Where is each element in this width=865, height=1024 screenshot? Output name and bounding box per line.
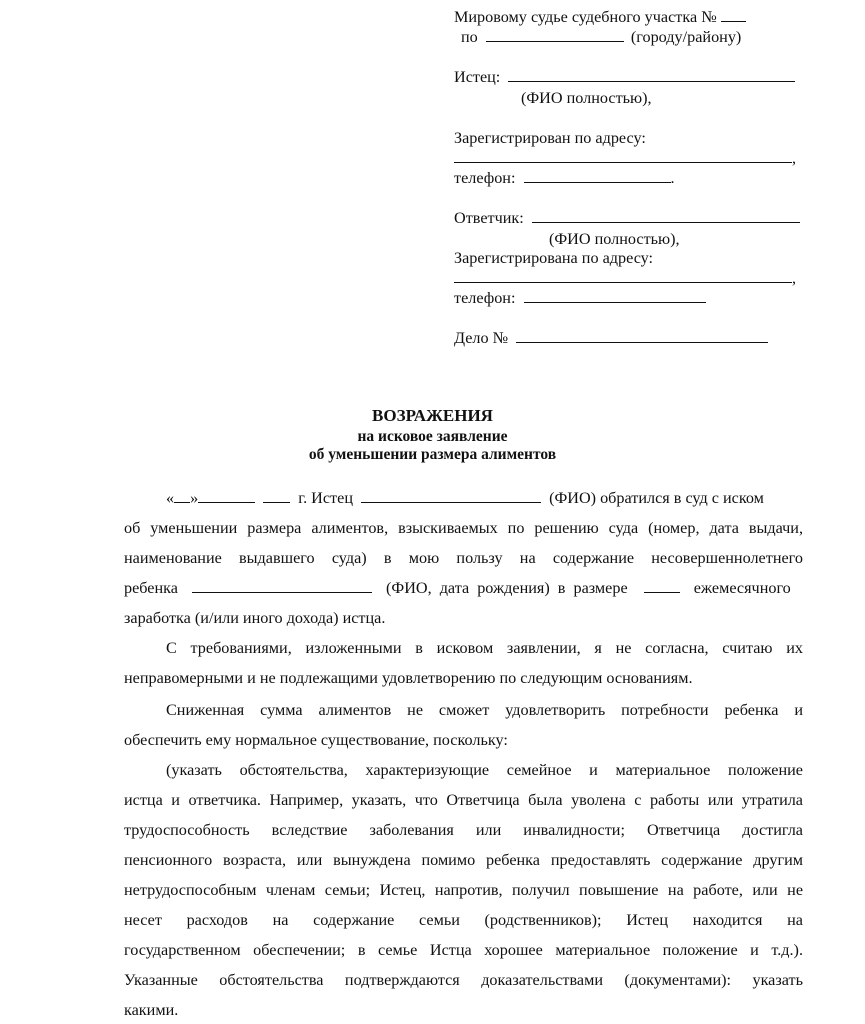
court-number-blank	[721, 7, 746, 22]
defendant-reg-label: Зарегистрирована по адресу:	[454, 249, 654, 267]
defendant-address-line	[454, 268, 796, 288]
defendant-address-blank	[454, 268, 792, 283]
case-number-blank	[516, 328, 768, 343]
p2-line-1: С требованиями, изложенными в исковом заявлении, я не согласна, считаю их	[166, 639, 803, 657]
plaintiff-phone-blank	[524, 168, 671, 183]
defendant-label: Ответчик:	[454, 209, 524, 227]
plaintiff-address-line	[454, 148, 796, 168]
court-district-prefix: по	[461, 28, 478, 46]
defendant-name-blank	[532, 208, 800, 223]
date-day-blank	[174, 488, 190, 503]
p4-line-3: трудоспособность вследствие заболевания или инвалидности; Ответчица достигла	[124, 821, 803, 839]
share-blank	[644, 578, 680, 593]
date-month-blank	[198, 488, 255, 503]
defendant-phone-blank	[524, 288, 706, 303]
p1-line-5: заработка (и/или иного дохода) истца.	[124, 609, 386, 627]
p4-line-4: пенсионного возраста, или вынуждена помимо ребенка предоставлять содержание другим	[124, 851, 803, 869]
document-subtitle-1: на исковое заявление	[357, 428, 508, 445]
p4-line-2: истца и ответчика. Например, указать, что Ответчица была уволена с работы или утратила	[124, 791, 803, 809]
p4-line-8: Указанные обстоятельства подтверждаются доказательствами (документами): указать	[124, 971, 803, 989]
case-number-line	[454, 328, 768, 348]
plaintiff-text: г. Истец	[298, 489, 353, 507]
quote-close: »	[190, 489, 199, 507]
child-text: ребенка	[124, 579, 178, 597]
p3-line-1: Сниженная сумма алиментов не сможет удовлетворить потребности ребенка и	[166, 701, 803, 719]
p1-line-3: наименование выдавшего суда) в мою пользу на содержание несовершеннолетнего	[124, 549, 803, 567]
quote-open: «	[166, 489, 175, 507]
claim-text: (ФИО) обратился в суд с иском	[549, 489, 764, 507]
p1-line-2: об уменьшении размера алиментов, взыскиваемых по решению суда (номер, дата выдачи,	[124, 519, 803, 537]
court-label: Мировому судье судебного участка №	[454, 8, 717, 26]
p1-line-1	[166, 488, 803, 508]
document-title: ВОЗРАЖЕНИЯ	[372, 406, 493, 425]
plaintiff-address-blank	[454, 148, 792, 163]
case-label: Дело №	[454, 329, 509, 347]
plaintiff-hint: (ФИО полностью),	[521, 89, 652, 107]
comma: ,	[792, 269, 797, 287]
plaintiff-fio-blank	[361, 488, 541, 503]
plaintiff-reg-label: Зарегистрирован по адресу:	[454, 129, 646, 147]
p4-line-6: несет расходов на содержание семьи (родственников); Истец находится на	[124, 911, 803, 929]
p2-line-2: неправомерными и не подлежащими удовлетворению по следующим основаниям.	[124, 669, 693, 687]
p4-line-1: (указать обстоятельства, характеризующие семейное и материальное положение	[166, 761, 803, 779]
period: .	[670, 169, 675, 187]
plaintiff-name-blank	[508, 67, 795, 82]
comma: ,	[792, 149, 797, 167]
date-year-blank	[263, 488, 290, 503]
p4-line-7: государственном обеспечении; в семье Истца хорошее материальное положение и т.д.).	[124, 941, 803, 959]
p4-line-5: нетрудоспособным членам семьи; Истец, напротив, получил повышение на работе, или не	[124, 881, 803, 899]
child-details-text: (ФИО, дата рождения) в размере	[386, 579, 628, 597]
defendant-phone-line	[454, 288, 706, 308]
plaintiff-line	[454, 67, 795, 87]
document-subtitle-2: об уменьшении размера алиментов	[308, 446, 557, 463]
court-district-blank	[486, 27, 624, 42]
defendant-hint: (ФИО полностью),	[549, 230, 680, 248]
plaintiff-phone-line	[454, 168, 675, 188]
plaintiff-label: Истец:	[454, 68, 501, 86]
p3-line-2: обеспечить ему нормальное существование, поскольку:	[124, 731, 508, 749]
phone-label: телефон:	[454, 289, 516, 307]
court-district-suffix: (городу/району)	[630, 28, 742, 46]
court-line-1	[454, 7, 746, 27]
phone-label: телефон:	[454, 169, 516, 187]
p1-line-4	[124, 578, 803, 598]
p4-line-9: какими.	[124, 1001, 179, 1019]
child-fio-blank	[192, 578, 372, 593]
court-line-2	[461, 27, 741, 47]
monthly-text: ежемесячного	[693, 579, 791, 597]
defendant-line	[454, 208, 800, 228]
